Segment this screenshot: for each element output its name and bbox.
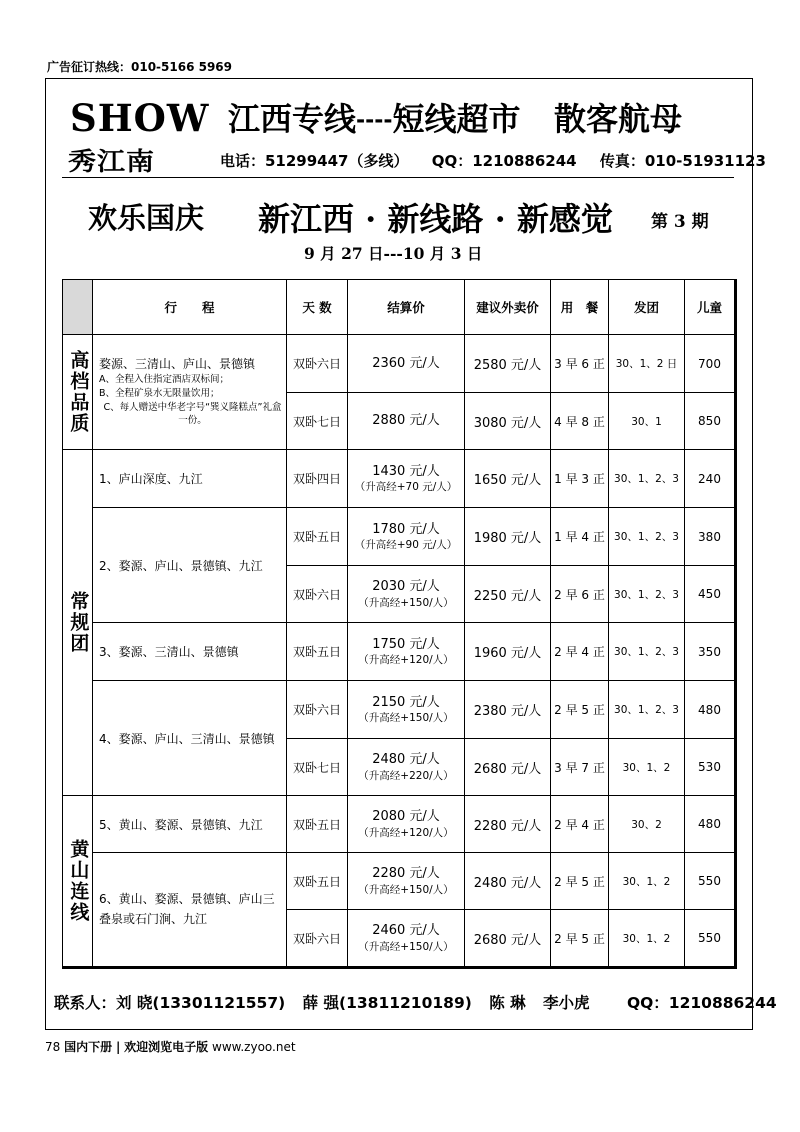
category-premium-label: 高档品质 — [67, 350, 90, 434]
child-cell: 380 — [685, 508, 735, 566]
depart-cell: 30、1 — [609, 393, 685, 450]
category-regular-label: 常规团 — [67, 591, 90, 654]
route-premium-note-b: B、全程矿泉水无限量饮用； — [99, 387, 220, 399]
depart-cell: 30、1、2、3 — [609, 450, 685, 508]
child-cell: 550 — [685, 853, 735, 910]
price-value: 2030 元/人 — [372, 579, 440, 595]
meals-cell: 3 早 7 正 — [551, 739, 609, 796]
meals-cell: 4 早 8 正 — [551, 393, 609, 450]
price-upgrade: （升高经+150/人） — [358, 712, 454, 725]
price-cell — [348, 910, 465, 967]
retail-cell: 2680 元/人 — [465, 910, 551, 967]
price-cell — [348, 393, 465, 450]
price-value: 2150 元/人 — [372, 694, 440, 710]
retail-cell: 3080 元/人 — [465, 393, 551, 450]
meals-cell: 2 早 4 正 — [551, 796, 609, 853]
phone-number: 电话：51299447（多线） — [220, 152, 409, 170]
days-cell: 双卧五日 — [287, 623, 348, 681]
child-cell: 480 — [685, 796, 735, 853]
footer-slogan: 欢迎浏览电子版 — [124, 1040, 209, 1054]
depart-cell: 30、1、2、3 — [609, 508, 685, 566]
route-premium-note-a: A、全程入住指定酒店双标间； — [99, 374, 229, 386]
category-regular — [63, 450, 93, 796]
header-meals: 用 餐 — [551, 280, 609, 335]
headline-slogan: 短线超市 — [392, 100, 521, 138]
price-cell — [348, 566, 465, 623]
route-4: 4、婺源、庐山、三清山、景德镇 — [93, 681, 287, 796]
promo-dates: 9 月 27 日---10 月 3 日 — [304, 244, 483, 263]
header-child: 儿童 — [685, 280, 735, 335]
days-cell: 双卧五日 — [287, 796, 348, 853]
retail-cell: 2480 元/人 — [465, 853, 551, 910]
depart-cell: 30、1、2、3 — [609, 566, 685, 623]
headline — [228, 94, 682, 140]
retail-cell: 2580 元/人 — [465, 335, 551, 393]
price-value: 2880 元/人 — [372, 413, 440, 429]
route-3: 3、婺源、三清山、景德镇 — [93, 623, 287, 681]
fax-number: 传真：010-51931123 — [599, 152, 766, 170]
page-footer — [45, 1038, 296, 1055]
header-retail: 建议外卖价 — [465, 280, 551, 335]
promo-title: 新江西 · 新线路 · 新感觉 — [258, 200, 613, 238]
header-days: 天 数 — [287, 280, 348, 335]
days-cell: 双卧六日 — [287, 335, 348, 393]
price-upgrade: （升高经+150/人） — [358, 940, 454, 953]
footer-contacts — [54, 991, 789, 1013]
meals-cell: 2 早 6 正 — [551, 566, 609, 623]
issue-number: 第 3 期 — [651, 212, 709, 232]
footer-qq: QQ：1210886244 — [626, 994, 777, 1012]
meals-cell: 1 早 3 正 — [551, 450, 609, 508]
header-divider — [62, 177, 734, 178]
contact-chen: 陈 琳 — [489, 994, 526, 1012]
depart-cell: 30、1、2 日 — [609, 335, 685, 393]
days-cell: 双卧四日 — [287, 450, 348, 508]
days-cell: 双卧六日 — [287, 910, 348, 967]
meals-cell: 2 早 5 正 — [551, 853, 609, 910]
meals-cell: 2 早 5 正 — [551, 910, 609, 967]
route-2: 2、婺源、庐山、景德镇、九江 — [93, 508, 287, 623]
category-premium — [63, 335, 93, 450]
price-value: 2280 元/人 — [372, 866, 440, 882]
header-category — [63, 280, 93, 335]
depart-cell: 30、1、2 — [609, 910, 685, 967]
header-route: 行 程 — [93, 280, 287, 335]
child-cell: 700 — [685, 335, 735, 393]
page-number: 78 — [45, 1040, 61, 1054]
depart-cell: 30、1、2、3 — [609, 623, 685, 681]
retail-cell: 2380 元/人 — [465, 681, 551, 739]
days-cell: 双卧七日 — [287, 739, 348, 796]
website-link[interactable]: www.zyoo.net — [212, 1040, 296, 1054]
price-upgrade: （升高经+70 元/人） — [354, 481, 458, 494]
route-premium-title: 婺源、三清山、庐山、景德镇 — [99, 356, 256, 371]
contact-liu: 联系人：刘 晓(13301121557) — [54, 994, 286, 1012]
route-6: 6、黄山、婺源、景德镇、庐山三叠泉或石门涧、九江 — [93, 853, 287, 967]
brand-show: SHOW — [70, 96, 210, 140]
price-value: 1780 元/人 — [372, 521, 440, 537]
price-upgrade: （升高经+150/人） — [358, 883, 454, 896]
price-cell — [348, 335, 465, 393]
days-cell: 双卧五日 — [287, 853, 348, 910]
depart-cell: 30、1、2、3 — [609, 681, 685, 739]
days-cell: 双卧六日 — [287, 681, 348, 739]
headline-dash: ---- — [356, 108, 393, 134]
meals-cell: 3 早 6 正 — [551, 335, 609, 393]
price-cell — [348, 450, 465, 508]
retail-cell: 1650 元/人 — [465, 450, 551, 508]
header-price: 结算价 — [348, 280, 465, 335]
child-cell: 480 — [685, 681, 735, 739]
price-value: 2080 元/人 — [372, 809, 440, 825]
price-upgrade: （升高经+120/人） — [358, 826, 454, 839]
days-cell: 双卧七日 — [287, 393, 348, 450]
retail-cell: 1960 元/人 — [465, 623, 551, 681]
price-value: 2480 元/人 — [372, 752, 440, 768]
headline-title: 江西专线 — [228, 100, 357, 138]
price-cell — [348, 739, 465, 796]
promo-holiday: 欢乐国庆 — [88, 201, 205, 235]
price-value: 2460 元/人 — [372, 923, 440, 939]
child-cell: 530 — [685, 739, 735, 796]
retail-cell: 2280 元/人 — [465, 796, 551, 853]
child-cell: 550 — [685, 910, 735, 967]
meals-cell: 2 早 5 正 — [551, 681, 609, 739]
headline-slogan2: 散客航母 — [553, 100, 682, 138]
price-value: 1750 元/人 — [372, 636, 440, 652]
price-value: 2360 元/人 — [372, 355, 440, 371]
child-cell: 850 — [685, 393, 735, 450]
section-name: 国内下册 — [64, 1040, 113, 1054]
meals-cell: 2 早 4 正 — [551, 623, 609, 681]
child-cell: 450 — [685, 566, 735, 623]
price-upgrade: （升高经+90 元/人） — [354, 539, 458, 552]
price-cell — [348, 623, 465, 681]
price-upgrade: （升高经+150/人） — [358, 596, 454, 609]
meals-cell: 1 早 4 正 — [551, 508, 609, 566]
child-cell: 240 — [685, 450, 735, 508]
price-value: 1430 元/人 — [372, 463, 440, 479]
depart-cell: 30、1、2 — [609, 853, 685, 910]
days-cell: 双卧五日 — [287, 508, 348, 566]
tour-table-grid — [63, 280, 735, 967]
contact-xue: 薛 强(13811210189) — [302, 994, 472, 1012]
ad-hotline: 广告征订热线：010-5166 5969 — [47, 60, 233, 74]
route-premium — [93, 335, 287, 450]
header-depart: 发团 — [609, 280, 685, 335]
child-cell: 350 — [685, 623, 735, 681]
route-1: 1、庐山深度、九江 — [93, 450, 287, 508]
contact-row — [220, 150, 784, 171]
footer-separator: | — [115, 1040, 121, 1054]
depart-cell: 30、1、2 — [609, 739, 685, 796]
retail-cell: 2250 元/人 — [465, 566, 551, 623]
category-huangshan-label: 黄山连线 — [67, 839, 90, 923]
contact-li: 李小虎 — [543, 994, 590, 1012]
retail-cell: 2680 元/人 — [465, 739, 551, 796]
tour-table — [62, 279, 737, 969]
price-cell — [348, 508, 465, 566]
retail-cell: 1980 元/人 — [465, 508, 551, 566]
days-cell: 双卧六日 — [287, 566, 348, 623]
price-upgrade: （升高经+220/人） — [358, 769, 454, 782]
qq-number: QQ：1210886244 — [431, 152, 577, 170]
price-cell — [348, 681, 465, 739]
route-premium-note-c: C、每人赠送中华老字号“巽义隆糕点”礼盒一份。 — [103, 401, 282, 427]
price-upgrade: （升高经+120/人） — [358, 654, 454, 667]
logo-xiujiangnan: 秀江南 — [68, 146, 156, 177]
price-cell — [348, 853, 465, 910]
category-huangshan — [63, 796, 93, 967]
depart-cell: 30、2 — [609, 796, 685, 853]
price-cell — [348, 796, 465, 853]
route-5: 5、黄山、婺源、景德镇、九江 — [93, 796, 287, 853]
